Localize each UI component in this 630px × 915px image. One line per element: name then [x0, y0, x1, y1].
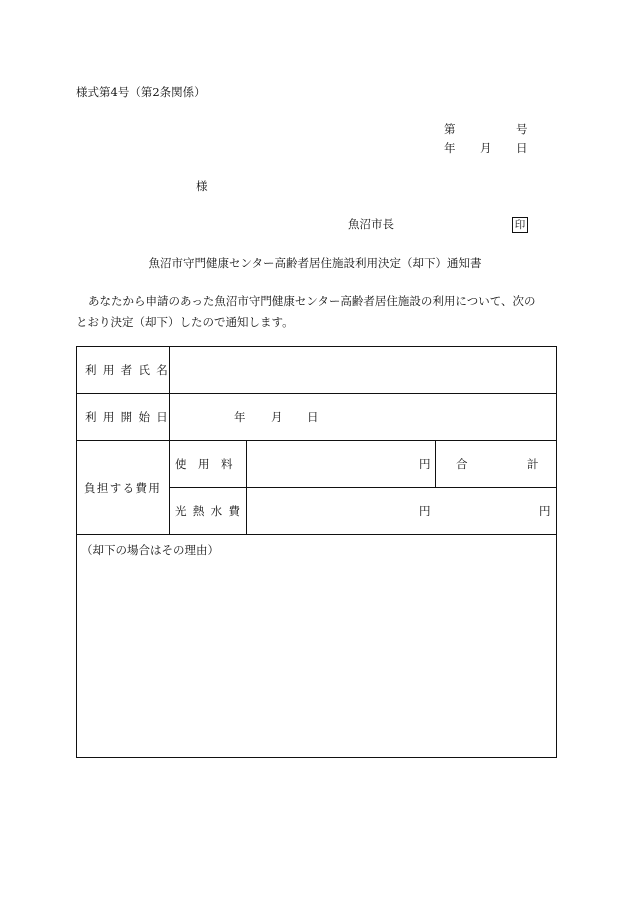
usage-fee-label: 使 用 料 — [175, 457, 233, 471]
total-yen: 円 — [539, 504, 551, 518]
date-month-label: 月 — [480, 141, 492, 155]
details-table — [76, 346, 557, 758]
burden-cost-label: 負担する費用 — [84, 481, 162, 495]
start-year-label: 年 — [234, 410, 246, 424]
utility-fee-label: 光熱水費 — [175, 504, 247, 518]
start-day-label: 日 — [307, 410, 319, 424]
date-day-label: 日 — [516, 141, 528, 155]
column-divider — [435, 440, 436, 487]
rejection-reason-label: （却下の場合はその理由） — [81, 543, 219, 557]
notice-body-line-2: とおり決定（却下）したので通知します。 — [76, 315, 294, 329]
row-divider — [77, 393, 556, 394]
user-name-label: 利用者氏名 — [85, 363, 175, 377]
start-date-label: 利用開始日 — [85, 410, 175, 424]
notice-body-line-1: あなたから申請のあった魚沼市守門健康センター高齢者居住施設の利用について、次の — [88, 294, 536, 308]
issuer-name: 魚沼市長 — [348, 217, 394, 231]
form-number: 様式第4号（第2条関係） — [76, 85, 206, 99]
usage-fee-yen: 円 — [419, 457, 431, 471]
document-number-label: 第 — [444, 122, 456, 136]
rejection-reason-field[interactable] — [78, 535, 555, 757]
notice-body — [76, 291, 556, 333]
total-label-right: 計 — [527, 457, 539, 471]
total-label-left: 合 — [456, 457, 468, 471]
row-divider — [77, 440, 556, 441]
document-number-suffix: 号 — [516, 122, 528, 136]
addressee-suffix: 様 — [196, 179, 208, 193]
document-title: 魚沼市守門健康センター高齢者居住施設利用決定（却下）通知書 — [148, 256, 482, 270]
date-year-label: 年 — [444, 141, 456, 155]
utility-fee-yen: 円 — [419, 504, 431, 518]
row-divider — [169, 487, 556, 488]
seal-mark: 印 — [512, 217, 528, 233]
user-name-field[interactable] — [170, 348, 555, 392]
column-divider — [246, 440, 247, 534]
start-month-label: 月 — [271, 410, 283, 424]
